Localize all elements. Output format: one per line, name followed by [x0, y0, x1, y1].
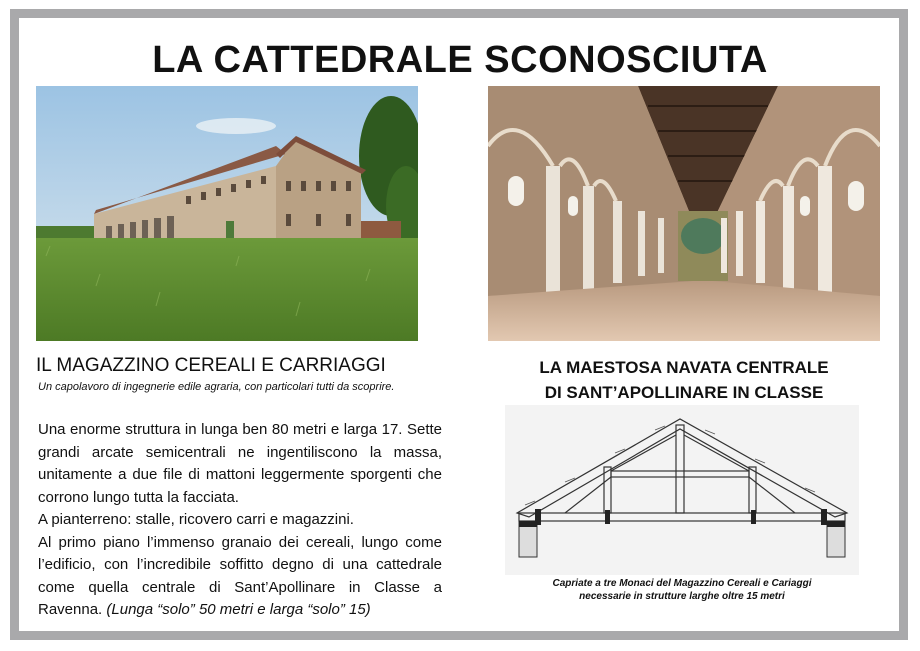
warehouse-description [38, 419, 442, 622]
caption-line2: necessarie in strutture larghe oltre 15 metri [579, 591, 785, 602]
truss-caption [495, 577, 869, 603]
dimensions-note: (Lunga “solo” 50 metri e larga “solo” 15) [106, 601, 371, 618]
warehouse-subheading: Un capolavoro di ingegnerie edile agraria, con particolari tutti da scoprire. [38, 381, 395, 393]
nave-heading-line1: LA MAESTOSA NAVATA CENTRALE [539, 358, 829, 377]
description-text: Al primo piano l’immenso granaio dei cereali, lungo come l’edificio, con l’incredibile soffitto degno di una cattedrale come quella centrale di Sant’Apollinare in Classe a Ravenna. [38, 533, 442, 618]
nave-heading [488, 355, 880, 405]
roof-truss-drawing [505, 405, 859, 575]
page-title: LA CATTEDRALE SCONOSCIUTA [152, 39, 768, 81]
nave-heading-line2: DI SANT’APOLLINARE IN CLASSE [544, 383, 824, 402]
basilica-nave-photo [488, 86, 880, 341]
warehouse-photo [36, 86, 418, 341]
caption-line1: Capriate a tre Monaci del Magazzino Cereali e Cariaggi [552, 578, 812, 589]
description-paragraph [38, 532, 442, 622]
warehouse-heading: IL MAGAZZINO CEREALI E CARRIAGGI [36, 355, 386, 376]
description-paragraph: A pianterreno: stalle, ricovero carri e magazzini. [38, 511, 354, 528]
description-paragraph: Una enorme struttura in lunga ben 80 metri e larga 17. Sette grandi arcate semicentrali ne ingentiliscono la massa, unitamente a due file di mattoni leggermente sporgenti che corrono lungo tutta la facciata. [38, 421, 442, 506]
